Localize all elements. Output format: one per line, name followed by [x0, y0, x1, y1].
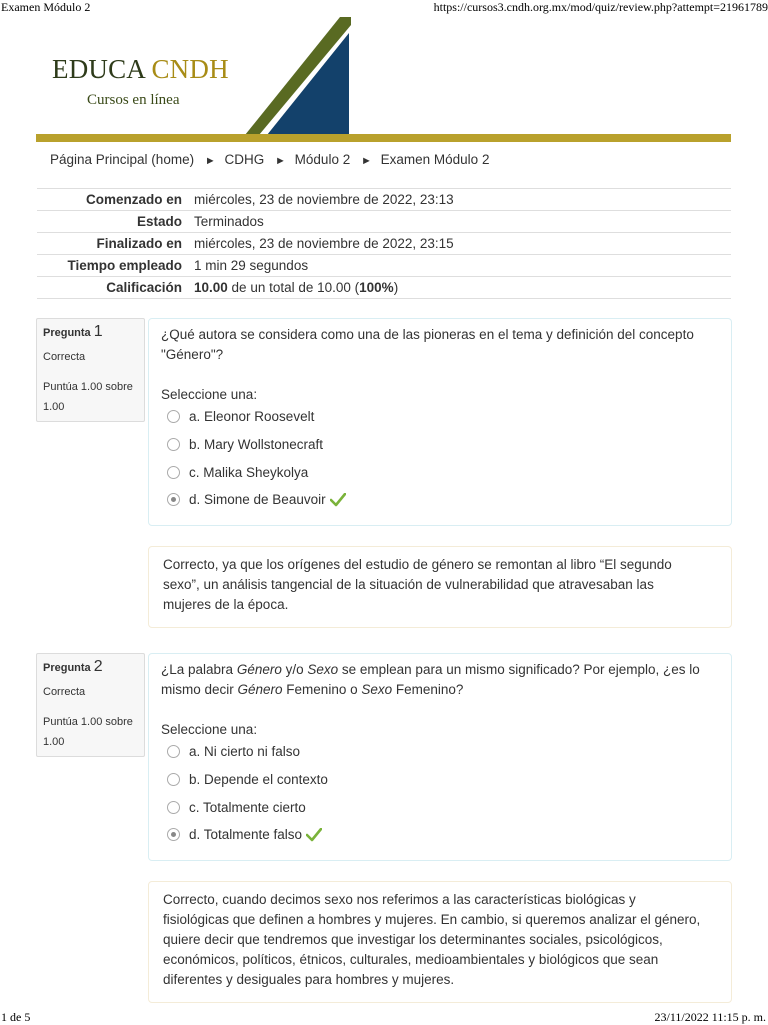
question-text-part: ¿La palabra — [161, 662, 237, 677]
summary-label: Calificación — [106, 280, 182, 295]
navy-triangle — [267, 33, 349, 135]
answer-option-label: b. Mary Wollstonecraft — [189, 437, 324, 452]
answer-option[interactable] — [167, 409, 314, 429]
summary-label: Estado — [136, 214, 182, 229]
breadcrumb-course[interactable]: CDHG — [224, 152, 265, 167]
answer-option-label: d. Totalmente falso — [189, 827, 303, 842]
question-number-value: 2 — [93, 658, 103, 675]
question-box — [148, 318, 732, 526]
question-number — [43, 323, 103, 341]
logo-word-cndh: CNDH — [151, 54, 229, 84]
logo-shapes — [245, 17, 351, 135]
grade-percent: 100% — [359, 280, 394, 295]
print-header-title: Examen Módulo 2 — [1, 0, 91, 14]
correct-check-icon — [306, 828, 322, 842]
summary-label: Tiempo empleado — [67, 258, 182, 273]
breadcrumb-module[interactable]: Módulo 2 — [294, 152, 351, 167]
feedback-text: Correcto, cuando decimos sexo nos referimos a las características biológicas y fisiológicas que definen a hombres y mujeres. En cambio, si queremos analizar el género, quiere decir que tendremos que investigar los determinantes sociales, psicológicos, económicos, políticos, étnicos, culturales, medioambientales y biológicos que sean diferentes y desiguales para hombres y mujeres. — [163, 892, 701, 987]
summary-value: Terminados — [194, 214, 264, 229]
summary-value: 1 min 29 segundos — [194, 258, 309, 273]
answer-option-label: a. Eleonor Roosevelt — [189, 409, 315, 424]
answer-option-label: c. Totalmente cierto — [189, 800, 306, 815]
radio-selected-icon[interactable] — [167, 828, 180, 841]
feedback-box — [148, 546, 732, 628]
question-status: Correcta — [43, 686, 86, 698]
correct-check-icon — [330, 493, 346, 507]
summary-value: miércoles, 23 de noviembre de 2022, 23:15 — [194, 236, 454, 251]
summary-row-started — [37, 189, 731, 211]
feedback-text: Correcto, ya que los orígenes del estudio de género se remontan al libro “El segundo sexo”, un análisis tangencial de la situación de vulnerabilidad que atravesaban las mujeres de la época. — [163, 557, 672, 612]
question-text-italic: Sexo — [361, 682, 393, 697]
question-grade: Puntúa 1.00 sobre 1.00 — [43, 381, 133, 413]
answer-option[interactable] — [167, 437, 323, 457]
radio-icon[interactable] — [167, 438, 180, 451]
summary-row-finished — [37, 233, 731, 255]
question-text: ¿Qué autora se considera como una de las pioneras en el tema y definición del concepto "Género"? — [161, 327, 694, 362]
answer-option-label: c. Malika Sheykolya — [189, 465, 309, 480]
answer-option[interactable] — [167, 744, 300, 764]
summary-row-time — [37, 255, 731, 277]
question-box — [148, 653, 732, 861]
radio-icon[interactable] — [167, 773, 180, 786]
question-number-value: 1 — [93, 323, 103, 340]
breadcrumb-current[interactable]: Examen Módulo 2 — [380, 152, 490, 167]
question-prefix: Pregunta — [43, 662, 91, 674]
question-text-part: y/o — [281, 662, 308, 677]
answer-prompt: Seleccione una: — [161, 722, 258, 737]
question-text-italic: Sexo — [307, 662, 339, 677]
summary-row-state — [37, 211, 731, 233]
answer-option-label: a. Ni cierto ni falso — [189, 744, 301, 759]
logo-subtitle: Cursos en línea — [87, 92, 180, 108]
logo-word-educa: EDUCA — [52, 54, 145, 84]
summary-label: Comenzado en — [85, 192, 182, 207]
breadcrumb — [50, 152, 489, 167]
answer-option[interactable] — [167, 492, 346, 512]
answer-option[interactable] — [167, 465, 308, 485]
grade-middle: de un total de 10.00 ( — [227, 280, 360, 295]
print-header — [0, 0, 768, 16]
question-text-part: se emplean para un mismo significado? Por ejemplo, ¿es lo mismo decir — [161, 662, 700, 697]
site-logo[interactable] — [52, 54, 229, 85]
summary-value — [194, 277, 731, 299]
answer-prompt: Seleccione una: — [161, 387, 258, 402]
question-status: Correcta — [43, 351, 86, 363]
radio-icon[interactable] — [167, 410, 180, 423]
question-text-part: Femenino o — [282, 682, 362, 697]
answer-option-label: b. Depende el contexto — [189, 772, 328, 787]
print-footer — [0, 1008, 768, 1024]
breadcrumb-separator-icon: ► — [204, 155, 216, 167]
summary-row-grade — [37, 277, 731, 299]
print-datetime: 23/11/2022 11:15 p. m. — [654, 1010, 766, 1024]
question-text-italic: Género — [236, 662, 282, 677]
radio-icon[interactable] — [167, 745, 180, 758]
answer-option[interactable] — [167, 800, 306, 820]
print-header-url: https://cursos3.cndh.org.mx/mod/quiz/review.php?attempt=21961789 — [433, 0, 768, 14]
answer-option[interactable] — [167, 827, 322, 847]
question-prefix: Pregunta — [43, 327, 91, 339]
question-info — [36, 318, 145, 422]
breadcrumb-separator-icon: ► — [360, 155, 372, 167]
question-text — [161, 660, 721, 700]
page-count: 1 de 5 — [1, 1010, 31, 1024]
breadcrumb-separator-icon: ► — [275, 155, 286, 167]
header-gold-bar — [36, 134, 731, 142]
answer-option[interactable] — [167, 772, 328, 792]
answer-option-label: d. Simone de Beauvoir — [189, 492, 326, 507]
question-number — [43, 658, 103, 676]
breadcrumb-home[interactable]: Página Principal (home) — [50, 152, 195, 167]
grade-end: ) — [393, 280, 399, 295]
radio-selected-icon[interactable] — [167, 493, 180, 506]
question-info — [36, 653, 145, 757]
summary-value: miércoles, 23 de noviembre de 2022, 23:13 — [194, 192, 454, 207]
question-grade: Puntúa 1.00 sobre 1.00 — [43, 716, 133, 748]
question-text-italic: Género — [237, 682, 283, 697]
radio-icon[interactable] — [167, 466, 180, 479]
radio-icon[interactable] — [167, 801, 180, 814]
grade-score: 10.00 — [194, 280, 228, 295]
attempt-summary-table — [37, 188, 731, 299]
feedback-box — [148, 881, 732, 1003]
summary-label: Finalizado en — [96, 236, 182, 251]
question-text-part: Femenino? — [392, 682, 464, 697]
